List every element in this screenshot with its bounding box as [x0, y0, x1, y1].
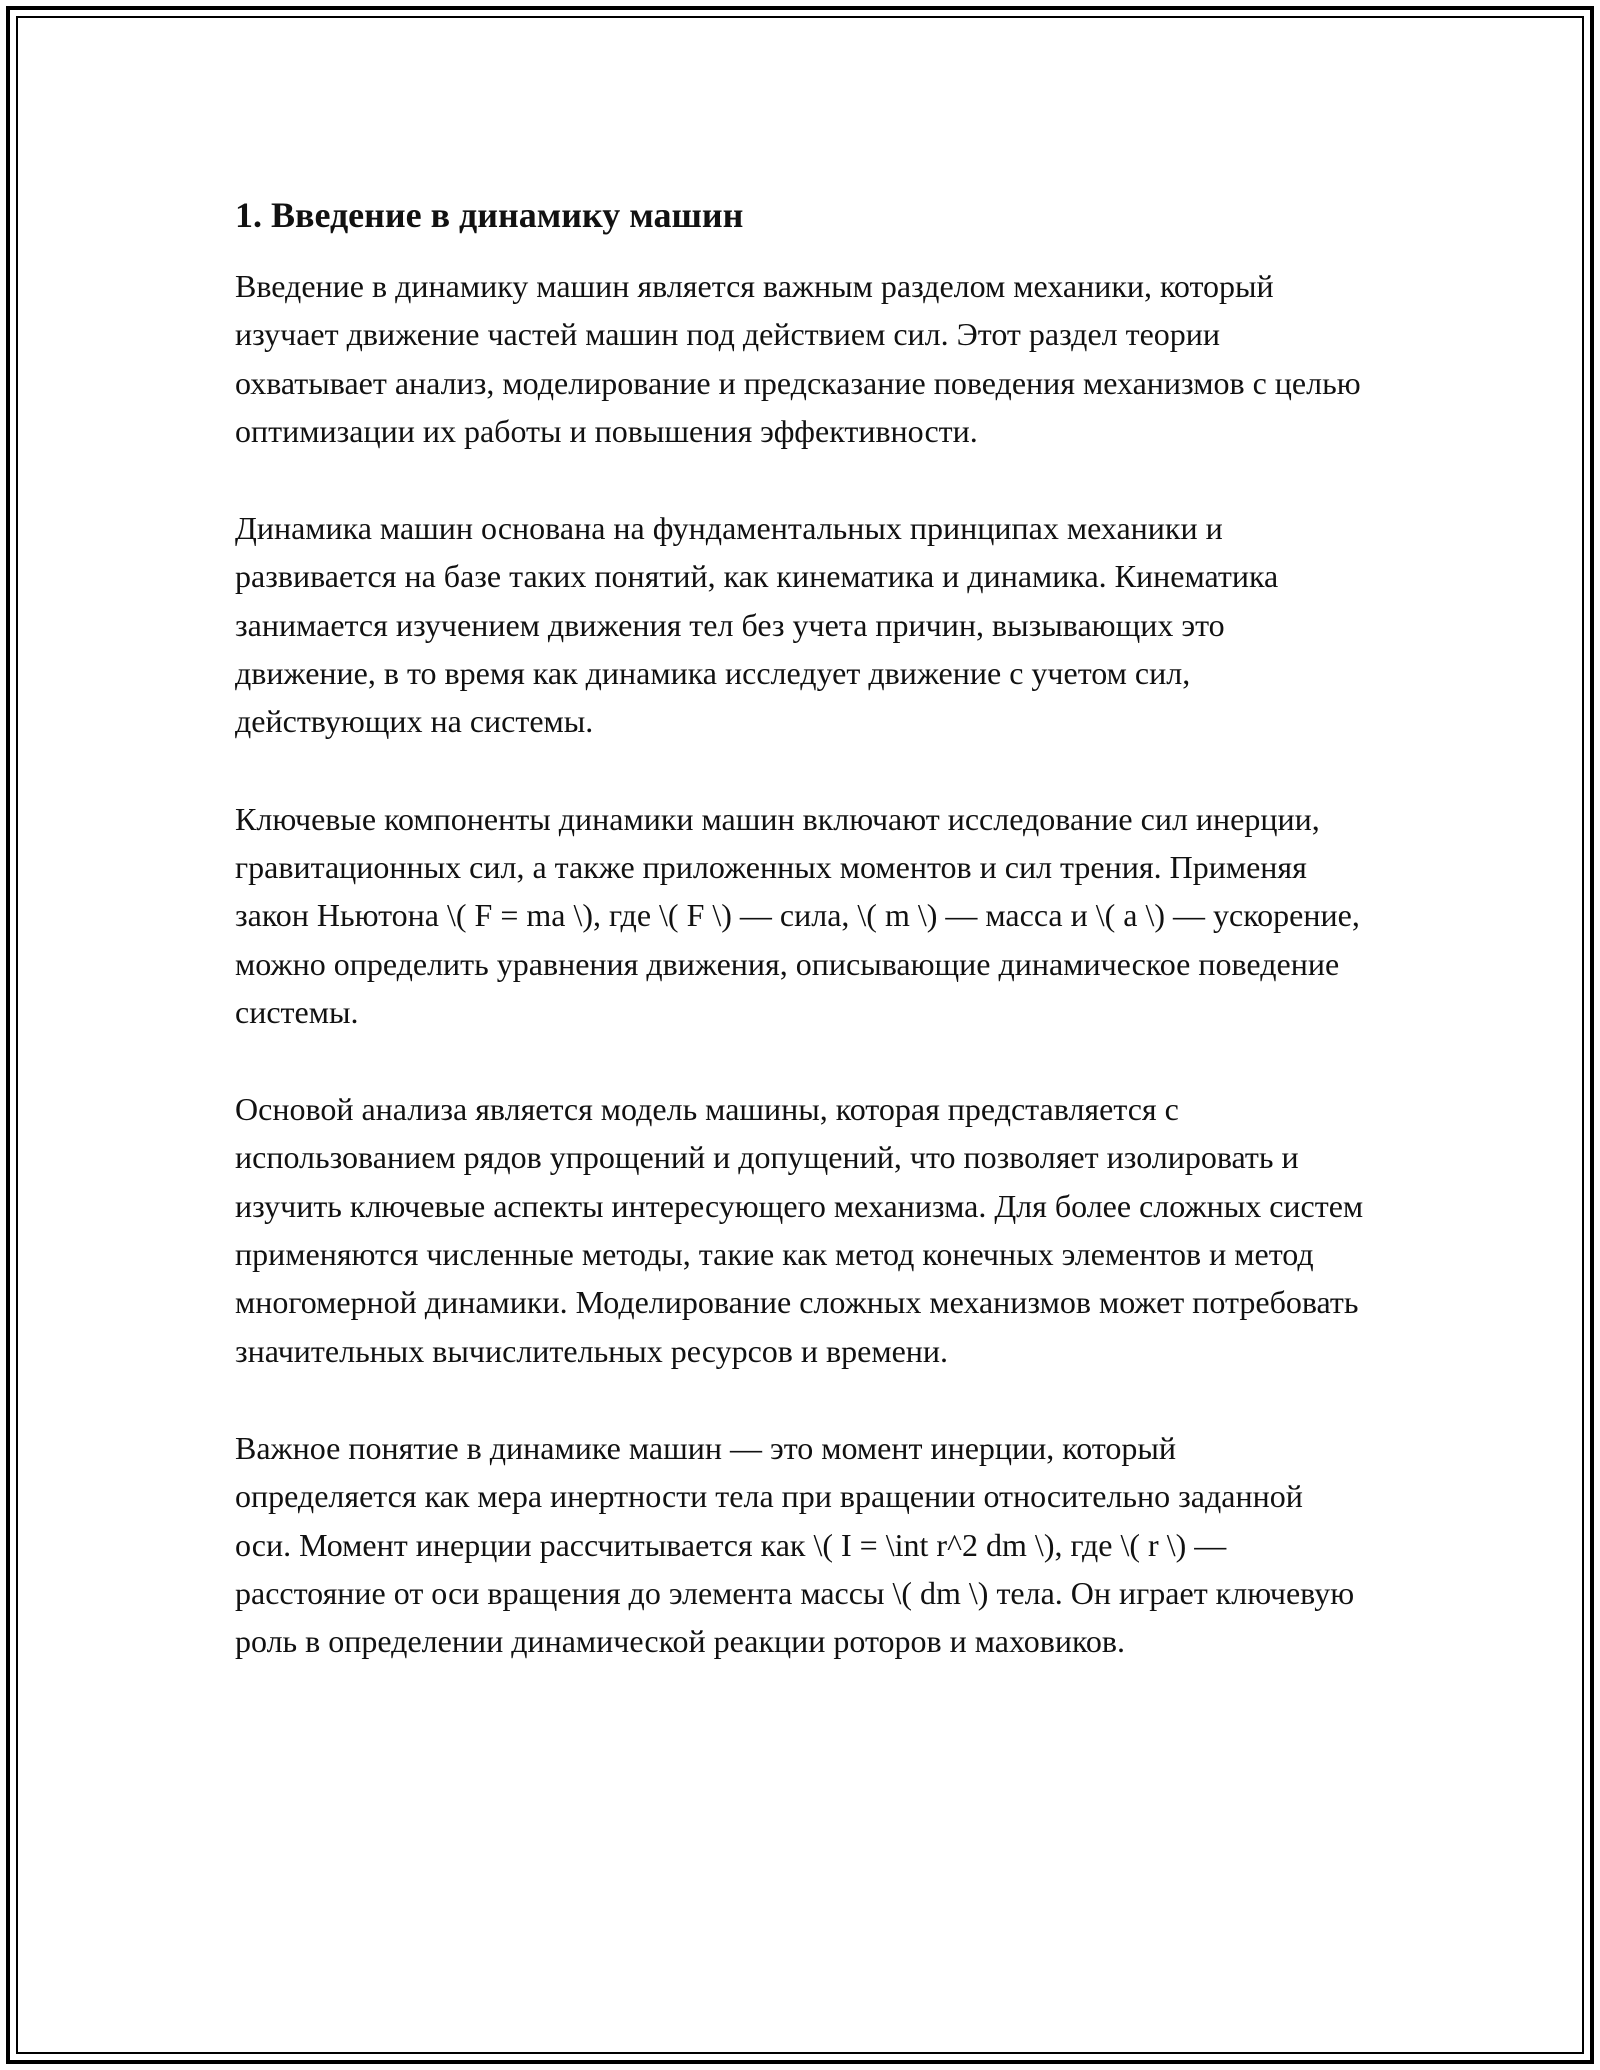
paragraph-kinematics: Динамика машин основана на фундаментальных принципах механики и развивается на базе таких понятий, как кинематика и динамика. Кинематика занимается изучением движения тел без учета причин, вызывающих это движение, в то время как динамика исследует движение с учетом сил, действующих на системы.	[235, 510, 1279, 740]
paragraph-newton-law: Ключевые компоненты динамики машин включают исследование сил инерции, гравитационных сил, а также приложенных моментов и сил трения. Применяя закон Ньютона \( F = ma \), где \( F \) — сила, \( m \) — масса и \( a \) — ускорение, можно определить уравнения движения, описывающие динамическое поведение системы.	[235, 800, 1360, 1030]
document-body	[235, 190, 1365, 1714]
paragraph-modeling: Основой анализа является модель машины, которая представляется с использованием рядов упрощений и допущений, что позволяет изолировать и изучить ключевые аспекты интересующего механизма. Для более сложных систем применяются численные методы, такие как метод конечных элементов и метод многомерной динамики. Моделирование сложных механизмов может потребовать значительных вычислительных ресурсов и времени.	[235, 1091, 1364, 1369]
paragraph-introduction: Введение в динамику машин является важным разделом механики, который изучает движение частей машин под действием сил. Этот раздел теории охватывает анализ, моделирование и предсказание поведения механизмов с целью оптимизации их работы и повышения эффективности.	[235, 268, 1361, 449]
paragraph-moment-of-inertia: Важное понятие в динамике машин — это момент инерции, который определяется как мера инертности тела при вращении относительно заданной оси. Момент инерции рассчитывается как \( I = \int r^2 dm \), где \( r \) — расстояние от оси вращения до элемента массы \( dm \) тела. Он играет ключевую роль в определении динамической реакции роторов и маховиков.	[235, 1429, 1355, 1660]
section-heading: 1. Введение в динамику машин	[235, 195, 744, 235]
